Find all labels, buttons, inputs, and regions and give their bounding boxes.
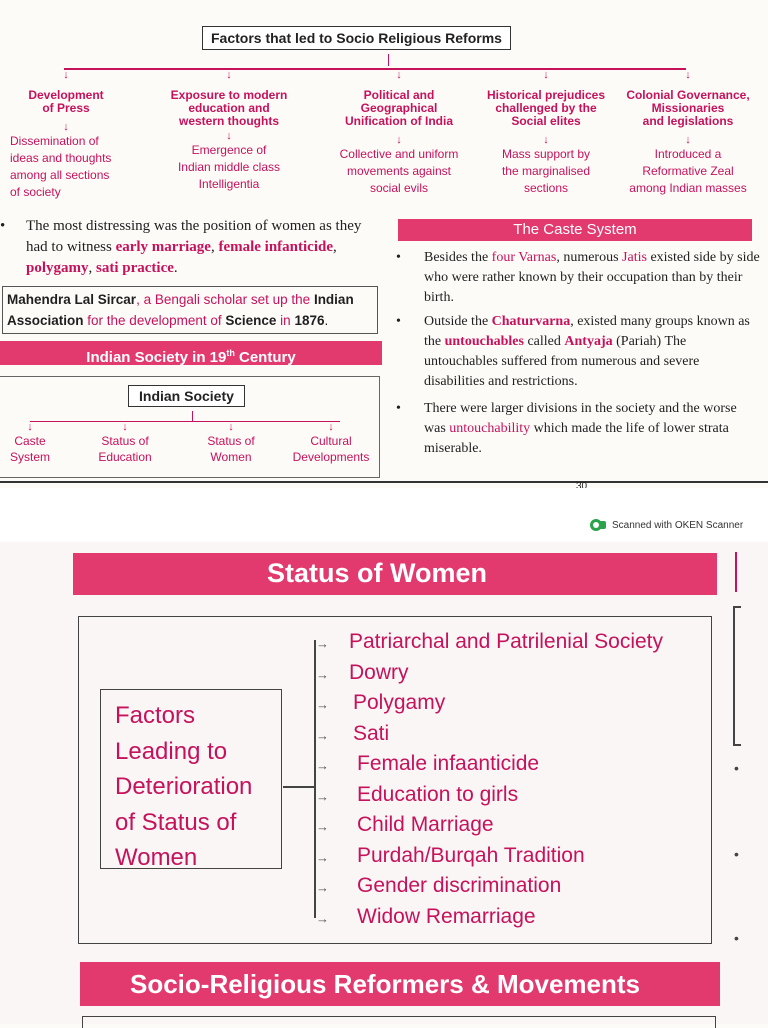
society-item-4: ↓ Cultural Developments bbox=[284, 421, 378, 465]
factor-5 bbox=[616, 69, 760, 197]
factor-3 bbox=[326, 69, 472, 197]
list-item: → Female infaanticide bbox=[316, 752, 540, 775]
society-item-1: ↓ Caste System bbox=[0, 421, 60, 465]
margin-mark bbox=[735, 552, 737, 592]
down-arrow-icon: ↓ bbox=[63, 69, 69, 81]
down-arrow-icon: ↓ bbox=[27, 421, 33, 433]
down-arrow-icon: ↓ bbox=[122, 421, 128, 433]
down-arrow-icon: ↓ bbox=[396, 69, 402, 81]
arrow-right-icon: → bbox=[316, 727, 329, 743]
factor-4 bbox=[482, 69, 610, 197]
factors-connector-line bbox=[283, 786, 315, 788]
factors-box: Factors Leading to Deterioration of Status of Women bbox=[100, 689, 282, 869]
arrow-right-icon: → bbox=[316, 880, 329, 895]
caste-bullet-2: • Outside the Chaturvarna, existed many groups known as the untouchables called Antyaja (Pariah) The untouchables suffered from numerous and severe disabilities and restrictions. bbox=[396, 314, 750, 389]
list-item: → Education to girls bbox=[316, 782, 519, 806]
down-arrow-icon: ↓ bbox=[63, 121, 69, 133]
women-paragraph: • The most distressing was the position of women as they had to witness early marriage, female infanticide, polygamy, sati practice. bbox=[0, 218, 362, 276]
down-arrow-icon: ↓ bbox=[543, 69, 549, 81]
down-arrow-icon: ↓ bbox=[543, 134, 549, 146]
list-item: → Sati bbox=[316, 721, 390, 745]
status-women-bar: Status of Women bbox=[73, 553, 717, 595]
factor-1 bbox=[10, 69, 122, 201]
factor-2-title: Exposure to modern education and western thoughts bbox=[170, 88, 288, 128]
factor-2-desc: Emergence of Indian middle class Intelligentia bbox=[177, 143, 281, 191]
deterioration-list bbox=[316, 630, 663, 935]
factor-3-title: Political and Geographical Unification of India bbox=[345, 88, 453, 128]
arrow-right-icon: → bbox=[316, 758, 329, 773]
caste-bullet-3: • There were larger divisions in the society and the worse was untouchability which made the life of lower strata miserable. bbox=[396, 401, 737, 456]
down-arrow-icon: ↓ bbox=[328, 421, 334, 433]
scanner-watermark: Scanned with OKEN Scanner bbox=[590, 519, 743, 531]
arrow-right-icon: → bbox=[316, 788, 329, 804]
list-item: → Child Marriage bbox=[316, 813, 494, 836]
arrow-right-icon: → bbox=[316, 849, 329, 865]
factor-4-title: Historical prejudices challenged by the Social elites bbox=[486, 88, 606, 128]
down-arrow-icon: ↓ bbox=[396, 134, 402, 146]
factor-3-desc: Collective and uniform movements against social evils bbox=[339, 147, 459, 195]
list-item: → Dowry bbox=[316, 660, 409, 684]
society-item-2: ↓ Status of Education bbox=[90, 421, 160, 465]
arrow-right-icon: → bbox=[316, 666, 329, 682]
factor-1-desc: Dissemination of ideas and thoughts among all sections of society bbox=[10, 134, 112, 199]
caste-system-bar: The Caste System bbox=[398, 219, 752, 241]
page-rule bbox=[0, 481, 768, 483]
arrow-right-icon: → bbox=[316, 636, 329, 651]
scanner-logo-icon bbox=[590, 519, 606, 531]
arrow-right-icon: → bbox=[316, 819, 329, 834]
indian-society-diagram bbox=[0, 376, 380, 478]
factor-1-title: Development of Press bbox=[28, 88, 104, 115]
factors-title: Factors that led to Socio Religious Reforms bbox=[202, 26, 511, 50]
list-item: → Patriarchal and Patrilenial Society bbox=[316, 630, 663, 653]
page-number: 30 bbox=[576, 482, 588, 488]
list-item: → Polygamy bbox=[316, 691, 446, 714]
page-gap bbox=[0, 488, 768, 542]
down-arrow-icon: ↓ bbox=[228, 421, 234, 433]
arrow-right-icon: → bbox=[316, 697, 329, 712]
next-box-top bbox=[82, 1016, 716, 1028]
indian-society-bar: Indian Society in 19th Century bbox=[0, 341, 382, 365]
factors-connector bbox=[388, 54, 389, 66]
margin-bracket bbox=[733, 606, 741, 746]
list-item: → Widow Remarriage bbox=[316, 904, 536, 928]
list-item: → Gender discrimination bbox=[316, 874, 562, 897]
down-arrow-icon: ↓ bbox=[685, 134, 691, 146]
caste-bullet-1: • Besides the four Varnas, numerous Jatis existed side by side who were rather known by their occupation than by their birth. bbox=[396, 250, 760, 305]
factor-2 bbox=[160, 69, 298, 193]
list-item: → Purdah/Burqah Tradition bbox=[316, 843, 585, 867]
arrow-right-icon: → bbox=[316, 910, 329, 926]
factor-4-desc: Mass support by the marginalised sections bbox=[501, 147, 591, 195]
down-arrow-icon: ↓ bbox=[226, 69, 232, 81]
reformers-bar: Socio-Religious Reformers & Movements bbox=[80, 962, 720, 1006]
indian-society-box: Indian Society bbox=[128, 385, 245, 407]
factor-5-title: Colonial Governance, Missionaries and legislations bbox=[626, 88, 750, 128]
down-arrow-icon: ↓ bbox=[685, 69, 691, 81]
sircar-box: Mahendra Lal Sircar, a Bengali scholar set up the Indian Association for the development of Science in 1876. bbox=[2, 286, 378, 334]
society-item-3: ↓ Status of Women bbox=[196, 421, 266, 465]
down-arrow-icon: ↓ bbox=[226, 130, 232, 142]
factor-5-desc: Introduced a Reformative Zeal among Indian masses bbox=[629, 147, 747, 195]
